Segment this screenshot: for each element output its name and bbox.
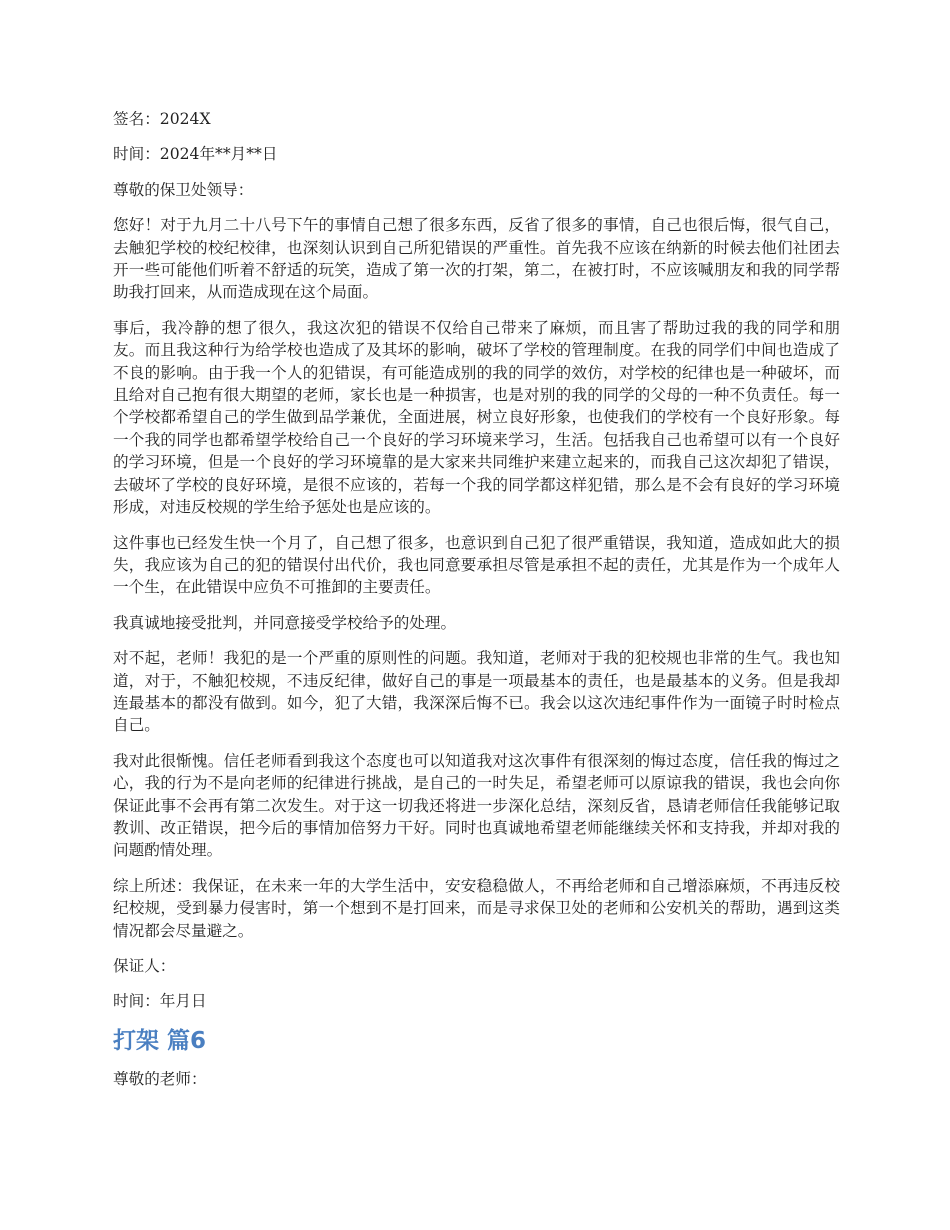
next-salutation: 尊敬的老师： [113, 1069, 207, 1088]
closing-date-line: 时间：年月日 [113, 992, 207, 1011]
section-heading: 打架 篇6 [113, 1027, 207, 1054]
document-page [113, 108, 840, 1103]
paragraph-5: 对不起，老师！我犯的是一个严重的原则性的问题。我知道，老师对于我的犯校规也非常的生气。我也知道，对于，不触犯校规，不违反纪律，做好自己的事是一项最基本的责任，也是最基本的义务。但是我却连最基本的都没有做到。如今，犯了大错，我深深后悔不已。我会以这次违纪事件作为一面镜子时时检点自己。 [113, 649, 840, 735]
paragraph-6: 我对此很惭愧。信任老师看到我这个态度也可以知道我对这次事件有很深刻的悔过态度，信任我的悔过之心，我的行为不是向老师的纪律进行挑战，是自己的一时失足，希望老师可以原谅我的错误，我也会向你保证此事不会再有第二次发生。对于这一切我还将进一步深化总结，深刻反省，恳请老师信任我能够记取教训、改正错误，把今后的事情加倍努力干好。同时也真诚地希望老师能继续关怀和支持我，并却对我的问题酌情处理。 [113, 751, 840, 860]
paragraph-1: 您好！对于九月二十八号下午的事情自己想了很多东西，反省了很多的事情，自己也很后悔，很气自己，去触犯学校的校纪校律，也深刻认识到自己所犯错误的严重性。首先我不应该在纳新的时候去他们社团去开一些可能他们听着不舒适的玩笑，造成了第一次的打架，第二，在被打时，不应该喊朋友和我的同学帮助我打回来，从而造成现在这个局面。 [113, 216, 840, 302]
guarantor-line: 保证人： [113, 957, 176, 975]
paragraph-4: 我真诚地接受批判，并同意接受学校给予的处理。 [113, 613, 457, 632]
paragraph-3: 这件事也已经发生快一个月了，自己想了很多，也意识到自己犯了很严重错误，我知道，造成如此大的损失，我应该为自己的犯的错误付出代价，我也同意要承担尽管是承担不起的责任，尤其是作为一个成年人一个生，在此错误中应负不可推卸的主要责任。 [113, 533, 840, 597]
paragraph-7: 综上所述：我保证，在未来一年的大学生活中，安安稳稳做人，不再给老师和自己增添麻烦，不再违反校纪校规，受到暴力侵害时，第一个想到不是打回来，而是寻求保卫处的老师和公安机关的帮助，遇到这类情况都会尽量避之。 [113, 876, 840, 940]
salutation: 尊敬的保卫处领导： [113, 180, 254, 199]
paragraph-2: 事后，我冷静的想了很久，我这次犯的错误不仅给自己带来了麻烦，而且害了帮助过我的我的同学和朋友。而且我这种行为给学校也造成了及其坏的影响，破坏了学校的管理制度。在我的同学们中间也造成了不良的影响。由于我一个人的犯错误，有可能造成别的我的同学的效仿，对学校的纪律也是一种破坏，而且给对自己抱有很大期望的老师，家长也是一种损害，也是对别的我的同学的父母的一种不负责任。每一个学校都希望自己的学生做到品学兼优，全面进展，树立良好形象，也使我们的学校有一个良好形象。每一个我的同学也都希望学校给自己一个良好的学习环境来学习，生活。包括我自己也希望可以有一个良好的学习环境，但是一个良好的学习环境靠的是大家来共同维护来建立起来的，而我自己这次却犯了错误，去破坏了学校的良好环境，是很不应该的，若每一个我的同学都这样犯错，那么是不会有良好的学习环境形成，对违反校规的学生给予惩处也是应该的。 [113, 318, 840, 517]
signature-line: 签名：2024X [113, 110, 211, 128]
date-line: 时间：2024年**月**日 [113, 145, 278, 164]
